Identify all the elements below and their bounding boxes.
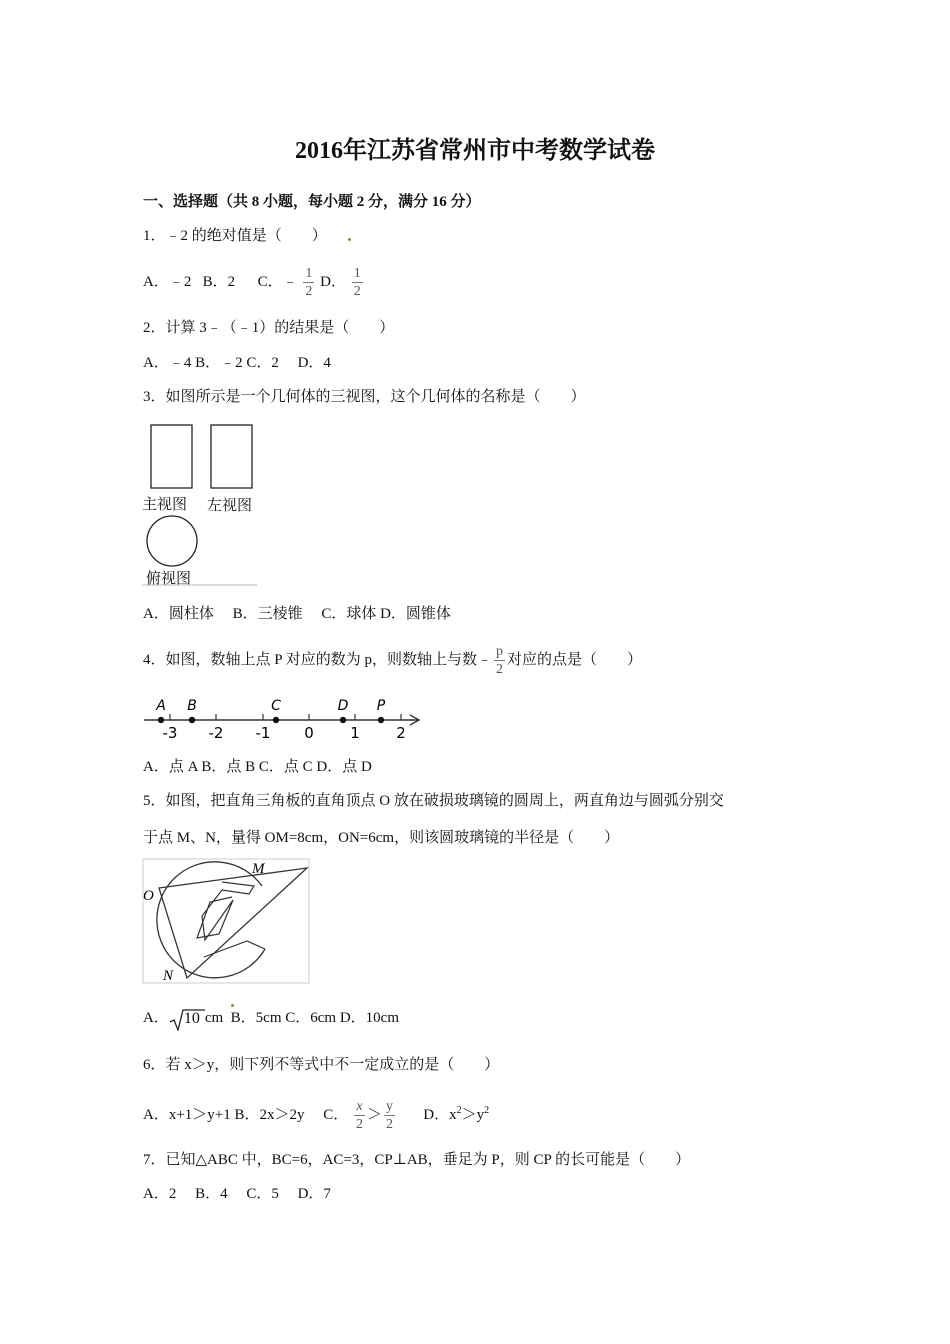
tick-label: -1 xyxy=(255,724,271,742)
question-5-options xyxy=(143,1005,399,1031)
figure-frame xyxy=(143,859,309,983)
option-b: B．2 xyxy=(202,274,236,290)
sqrt-radicand: 10 xyxy=(183,1009,200,1027)
question-7-stem: 7．已知△ABC 中，BC=6，AC=3，CP⊥AB，垂足为 P，则 CP 的长可能是（ ） xyxy=(143,1152,691,1168)
fraction-half: $\frac{1}{2}$ xyxy=(353,266,361,300)
tick-label: -3 xyxy=(162,724,178,742)
triangle-inner-cutout xyxy=(197,882,254,940)
fraction-x-over-2: $\frac{x}{2}$ xyxy=(356,1099,364,1133)
tick-label: 1 xyxy=(350,724,360,742)
label-left-view: 左视图 xyxy=(207,496,253,514)
option-a: A．﹣2 xyxy=(143,274,192,290)
mirror-triangle-figure xyxy=(142,858,310,986)
point-c-label: C xyxy=(271,698,281,714)
question-6-options xyxy=(143,1091,489,1131)
question-4-options: A．点 A B．点 B C．点 C D．点 D xyxy=(143,759,372,775)
option-c: C． xyxy=(323,1107,349,1123)
left-view-rect xyxy=(211,425,252,488)
question-3-options: A．圆柱体 B．三棱锥 C．球体 D．圆锥体 xyxy=(143,606,451,622)
option-a-unit: cm xyxy=(204,1010,224,1026)
option-d: D． xyxy=(320,274,346,290)
fraction-p-over-2: $\frac{p}{2}$ xyxy=(496,644,504,678)
exponent: 2 xyxy=(484,1105,490,1116)
question-5-stem-line2: 于点 M、N，量得 OM=8cm，ON=6cm，则该圆玻璃镜的半径是（ ） xyxy=(143,830,620,846)
point-d-label: D xyxy=(337,698,349,714)
tick-label: 0 xyxy=(304,724,314,742)
question-5-stem-line1: 5．如图，把直角三角板的直角顶点 O 放在破损玻璃镜的圆周上，两直角边与圆弧分别交 xyxy=(143,793,724,809)
option-c: C．﹣ xyxy=(257,274,298,290)
question-3-stem: 3．如图所示是一个几何体的三视图，这个几何体的名称是（ ） xyxy=(143,389,586,405)
option-d-prefix: D．x xyxy=(423,1107,457,1123)
question-6-stem: 6．若 x＞y，则下列不等式中不一定成立的是（ ） xyxy=(143,1057,500,1073)
sqrt-ten xyxy=(169,1008,205,1030)
decorative-dot xyxy=(231,1004,234,1007)
decorative-dot xyxy=(348,238,351,241)
question-1-options xyxy=(143,262,365,302)
question-4-stem xyxy=(143,640,642,680)
point-p-dot xyxy=(378,717,384,723)
section-heading: 一、选择题（共 8 小题，每小题 2 分，满分 16 分） xyxy=(143,194,481,210)
right-triangle-board xyxy=(159,868,307,978)
tick-label: -2 xyxy=(208,724,224,742)
fraction-y-over-2: $\frac{y}{2}$ xyxy=(386,1099,394,1133)
fraction-half: $\frac{1}{2}$ xyxy=(305,266,313,300)
page-title: 2016年江苏省常州市中考数学试卷 xyxy=(295,138,655,164)
point-d-dot xyxy=(340,717,346,723)
broken-mirror-arc xyxy=(157,862,265,978)
label-front-view: 主视图 xyxy=(142,495,188,513)
label-n: N xyxy=(163,968,174,984)
options-b-c-d: B．5cm C．6cm D．10cm xyxy=(230,1010,399,1026)
point-a-label: A xyxy=(156,698,166,714)
option-d-middle: ＞y xyxy=(461,1107,485,1123)
question-2-options: A．﹣4 B．﹣2 C．2 D．4 xyxy=(143,355,331,371)
point-a-dot xyxy=(158,717,164,723)
front-view-rect xyxy=(151,425,192,488)
number-line-figure xyxy=(142,696,427,744)
label-o: O xyxy=(143,888,154,904)
exponent: 2 xyxy=(456,1105,462,1116)
question-4-stem-part2: 对应的点是（ ） xyxy=(507,652,643,668)
question-2-stem: 2．计算 3﹣（﹣1）的结果是（ ） xyxy=(143,320,395,336)
label-top-view: 俯视图 xyxy=(146,569,192,587)
point-b-dot xyxy=(189,717,195,723)
tick-label: 2 xyxy=(396,724,406,742)
point-c-dot xyxy=(273,717,279,723)
question-7-options: A．2 B．4 C．5 D．7 xyxy=(143,1186,331,1202)
point-b-label: B xyxy=(187,698,197,714)
question-1-stem: 1．﹣2 的绝对值是（ ） xyxy=(143,228,327,244)
label-m: M xyxy=(252,861,265,877)
question-4-stem-part1: 4．如图，数轴上点 P 对应的数为 p，则数轴上与数﹣ xyxy=(143,652,493,668)
top-view-circle xyxy=(147,516,197,566)
greater-than-sign: ＞ xyxy=(367,1107,383,1123)
option-a-prefix: A． xyxy=(143,1010,169,1026)
options-a-b: A．x+1＞y+1 B．2x＞2y xyxy=(143,1107,305,1123)
point-p-label: P xyxy=(376,698,386,714)
